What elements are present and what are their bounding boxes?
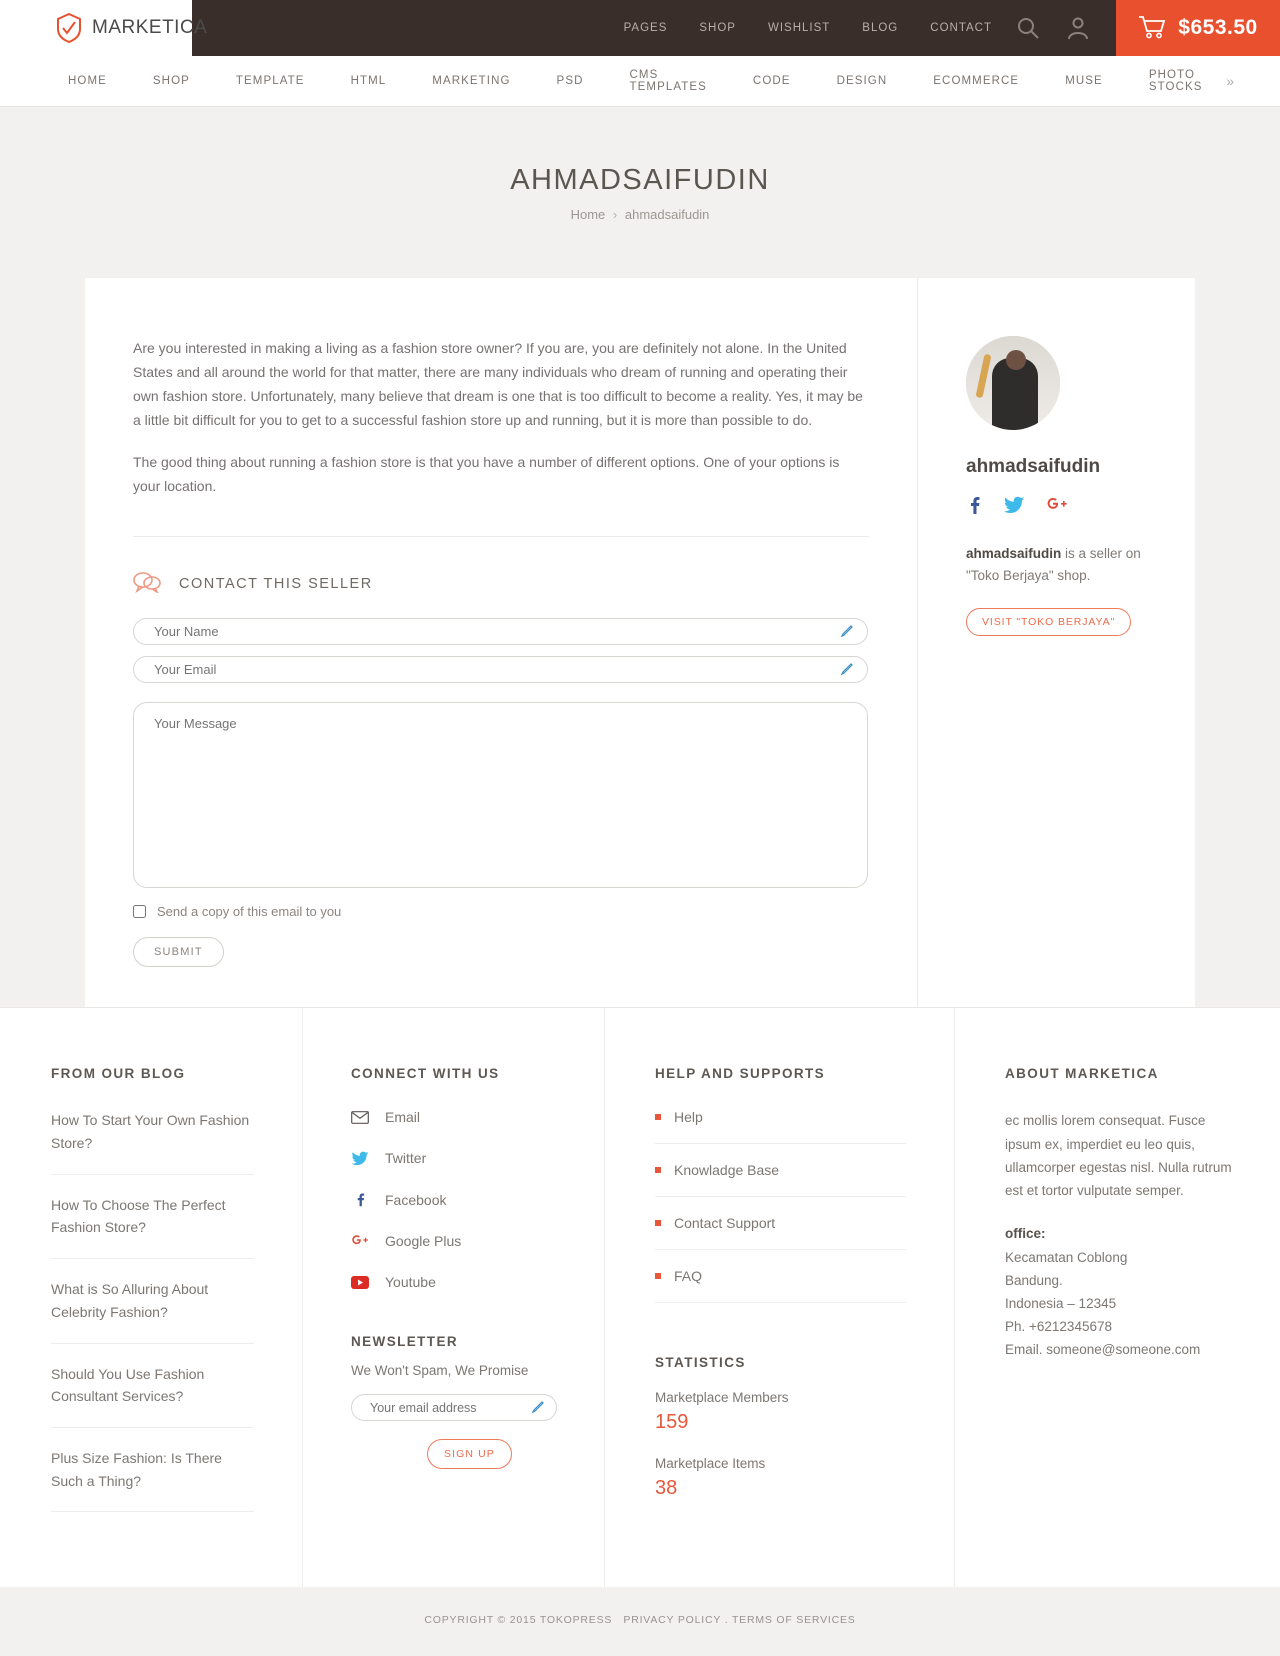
list-item[interactable] [51,1278,254,1343]
privacy-policy-link[interactable]: PRIVACY POLICY [623,1614,721,1627]
list-item[interactable] [351,1233,564,1249]
top-nav-item-contact[interactable]: CONTACT [930,22,992,34]
message-field-wrapper [133,702,868,888]
chevron-down-icon[interactable]: » [1226,73,1234,89]
help-link-contact-support[interactable]: Contact Support [674,1215,776,1232]
list-item[interactable] [655,1162,906,1197]
top-nav-item-shop[interactable]: SHOP [699,22,736,34]
seller-card [85,278,1195,1007]
help-link-knowledge-base[interactable]: Knowladge Base [674,1162,780,1179]
footer-statistics-heading: STATISTICS [655,1355,746,1371]
send-copy-checkbox[interactable] [133,905,146,918]
stat-members-label: Marketplace Members [655,1390,789,1406]
seller-intro [133,336,869,498]
seller-description [966,543,1165,588]
list-item[interactable] [51,1194,254,1259]
intro-paragraph-2: The good thing about running a fashion store is that you have a number of different options. One of your options is your location. [133,454,840,495]
nav-item-design[interactable]: DESIGN [836,75,888,87]
blog-link[interactable]: Plus Size Fashion: Is There Such a Thing? [51,1449,222,1489]
footer [0,1007,1280,1587]
bullet-icon [655,1167,661,1173]
blog-link[interactable]: How To Choose The Perfect Fashion Store? [51,1196,226,1236]
top-nav-item-pages[interactable]: PAGES [623,22,668,34]
visit-shop-button[interactable]: VISIT "TOKO BERJAYA" [966,608,1131,636]
list-item[interactable] [351,1150,564,1166]
twitter-icon[interactable] [1004,496,1024,517]
footer-connect-list [351,1109,564,1290]
stat-items-label: Marketplace Items [655,1456,766,1472]
connect-link-youtube[interactable]: Youtube [385,1274,436,1291]
stat-members-value: 159 [655,1411,689,1434]
intro-paragraph-1: Are you interested in making a living as a fashion store owner? If you are, you are definitely not alone. In the United States and all around the world for that matter, there are many individuals who dream of running and operating their own fashion store. Unfortunately, many believe that dream is one that is too difficult to become a reality. Yes, it may be a little bit difficult for you to get to a successful fashion store up and running, but it is more than possible to do. [133,340,863,429]
connect-link-email[interactable]: Email [385,1109,421,1126]
message-textarea[interactable] [133,702,868,888]
footer-help-heading: HELP AND SUPPORTS [655,1066,826,1082]
nav-item-code[interactable]: CODE [752,75,791,87]
copyright-separator: . [724,1614,729,1627]
cart-total: $653.50 [1178,16,1258,39]
nav-item-photo-stocks[interactable]: PHOTO STOCKS [1148,69,1203,93]
blog-link[interactable]: Should You Use Fashion Consultant Services? [51,1365,205,1405]
nav-item-html[interactable]: HTML [350,75,387,87]
logo[interactable] [0,0,208,56]
list-item[interactable] [351,1274,564,1290]
avatar [966,336,1060,430]
content-wrapper [85,278,1195,1007]
submit-button[interactable]: SUBMIT [133,937,224,967]
seller-sidebar [917,278,1195,1007]
list-item[interactable] [51,1109,254,1174]
footer-blog-column [0,1008,302,1587]
breadcrumb [0,207,1280,222]
blog-link[interactable]: What is So Alluring About Celebrity Fashion? [51,1281,209,1320]
contact-form-title: CONTACT THIS SELLER [179,575,373,592]
breadcrumb-separator: › [612,207,618,222]
list-item[interactable] [655,1215,906,1250]
seller-main-column [85,278,917,1007]
top-nav [192,0,1016,56]
twitter-icon [351,1151,369,1166]
about-line-3: Indonesia – 12345 [1005,1296,1117,1311]
about-line-5: Email. someone@someone.com [1005,1342,1201,1358]
seller-name: ahmadsaifudin [966,456,1101,477]
main-nav [0,56,1280,107]
send-copy-checkbox-row[interactable] [133,904,869,919]
list-item[interactable] [51,1447,254,1512]
footer-blog-list [51,1109,254,1512]
top-bar [0,0,1280,56]
about-line-2: Bandung. [1005,1272,1063,1288]
list-item[interactable] [351,1109,564,1125]
nav-item-psd[interactable]: PSD [556,75,584,87]
newsletter-signup-button[interactable]: SIGN UP [427,1439,512,1469]
footer-newsletter-heading: NEWSLETTER [351,1334,458,1350]
list-item[interactable] [655,1268,906,1303]
help-link-faq[interactable]: FAQ [674,1268,703,1285]
footer-about-column [954,1008,1280,1587]
about-line-4: Ph. +6212345678 [1005,1319,1112,1335]
bullet-icon [655,1114,661,1120]
seller-description-name: ahmadsaifudin [966,546,1062,561]
list-item[interactable] [51,1363,254,1428]
about-office-label: office: [1005,1226,1046,1242]
youtube-icon [351,1276,369,1289]
facebook-icon[interactable] [966,496,982,517]
terms-of-services-link[interactable]: TERMS OF SERVICES [731,1614,856,1627]
connect-link-twitter[interactable]: Twitter [385,1150,427,1167]
contact-form-header [133,571,869,596]
email-field-wrapper [133,656,868,683]
send-copy-label: Send a copy of this email to you [157,904,342,920]
google-plus-icon [351,1233,369,1249]
cart-button[interactable] [1116,0,1280,56]
nav-item-muse[interactable]: MUSE [1065,75,1103,87]
nav-item-home[interactable]: HOME [68,75,107,87]
blog-link[interactable]: How To Start Your Own Fashion Store? [51,1112,250,1152]
copyright-text: COPYRIGHT © 2015 TOKOPRESS [424,1614,613,1627]
top-nav-item-wishlist[interactable]: WISHLIST [767,22,831,34]
page-title: AHMADSAIFUDIN [510,164,770,196]
bullet-icon [655,1273,661,1279]
pencil-icon [840,624,854,641]
logo-text: MARKETICA [92,17,208,38]
newsletter-email-input[interactable] [351,1394,557,1421]
footer-blog-heading: FROM OUR BLOG [51,1066,186,1082]
search-icon[interactable] [1016,16,1040,40]
pencil-icon [531,1400,545,1417]
seller-social-links [966,496,1165,517]
cart-icon [1138,15,1166,42]
name-field-wrapper [133,618,868,645]
email-input[interactable] [133,656,868,683]
nav-item-marketing[interactable]: MARKETING [432,75,511,87]
page-header [0,107,1280,278]
nav-item-template[interactable]: TEMPLATE [235,75,305,87]
google-plus-icon[interactable] [1046,496,1068,517]
name-input[interactable] [133,618,868,645]
footer-connect-heading: CONNECT WITH US [351,1066,500,1082]
footer-newsletter-subtitle: We Won't Spam, We Promise [351,1363,529,1379]
marketica-logo-icon [56,13,82,43]
nav-item-cms-templates[interactable]: CMS TEMPLATES [629,69,707,93]
breadcrumb-home[interactable]: Home [570,207,606,222]
footer-about-heading: ABOUT MARKETICA [1005,1066,1159,1082]
top-nav-item-blog[interactable]: BLOG [862,22,899,34]
user-icon[interactable] [1066,16,1090,40]
divider [133,536,869,537]
about-line-1: Kecamatan Coblong [1005,1249,1128,1265]
bullet-icon [655,1220,661,1226]
footer-connect-column [302,1008,604,1587]
stat-items-value: 38 [655,1477,678,1500]
facebook-icon [351,1191,369,1208]
list-item[interactable] [655,1109,906,1144]
breadcrumb-current: ahmadsaifudin [624,207,710,222]
chat-bubble-icon [133,571,161,596]
help-link-help[interactable]: Help [674,1109,703,1126]
footer-help-column [604,1008,954,1587]
connect-link-google-plus[interactable]: Google Plus [385,1233,462,1250]
about-office [1005,1222,1232,1361]
pencil-icon [840,662,854,679]
footer-help-list [655,1109,906,1303]
connect-link-facebook[interactable]: Facebook [385,1191,447,1208]
about-text: ec mollis lorem consequat. Fusce ipsum ex, imperdiet eu leo quis, ullamcorper egestas nisl. Nulla rutrum est et tortor vulputate semper. [1005,1113,1232,1199]
list-item[interactable] [351,1191,564,1208]
seller-description-rest: is a seller on "Toko Berjaya" shop. [966,546,1141,584]
envelope-icon [351,1111,369,1124]
nav-item-ecommerce[interactable]: ECOMMERCE [933,75,1020,87]
newsletter-field-wrapper [351,1394,557,1421]
nav-item-shop[interactable]: SHOP [152,75,190,87]
copyright-bar [0,1587,1280,1656]
top-icon-group [1016,0,1116,56]
